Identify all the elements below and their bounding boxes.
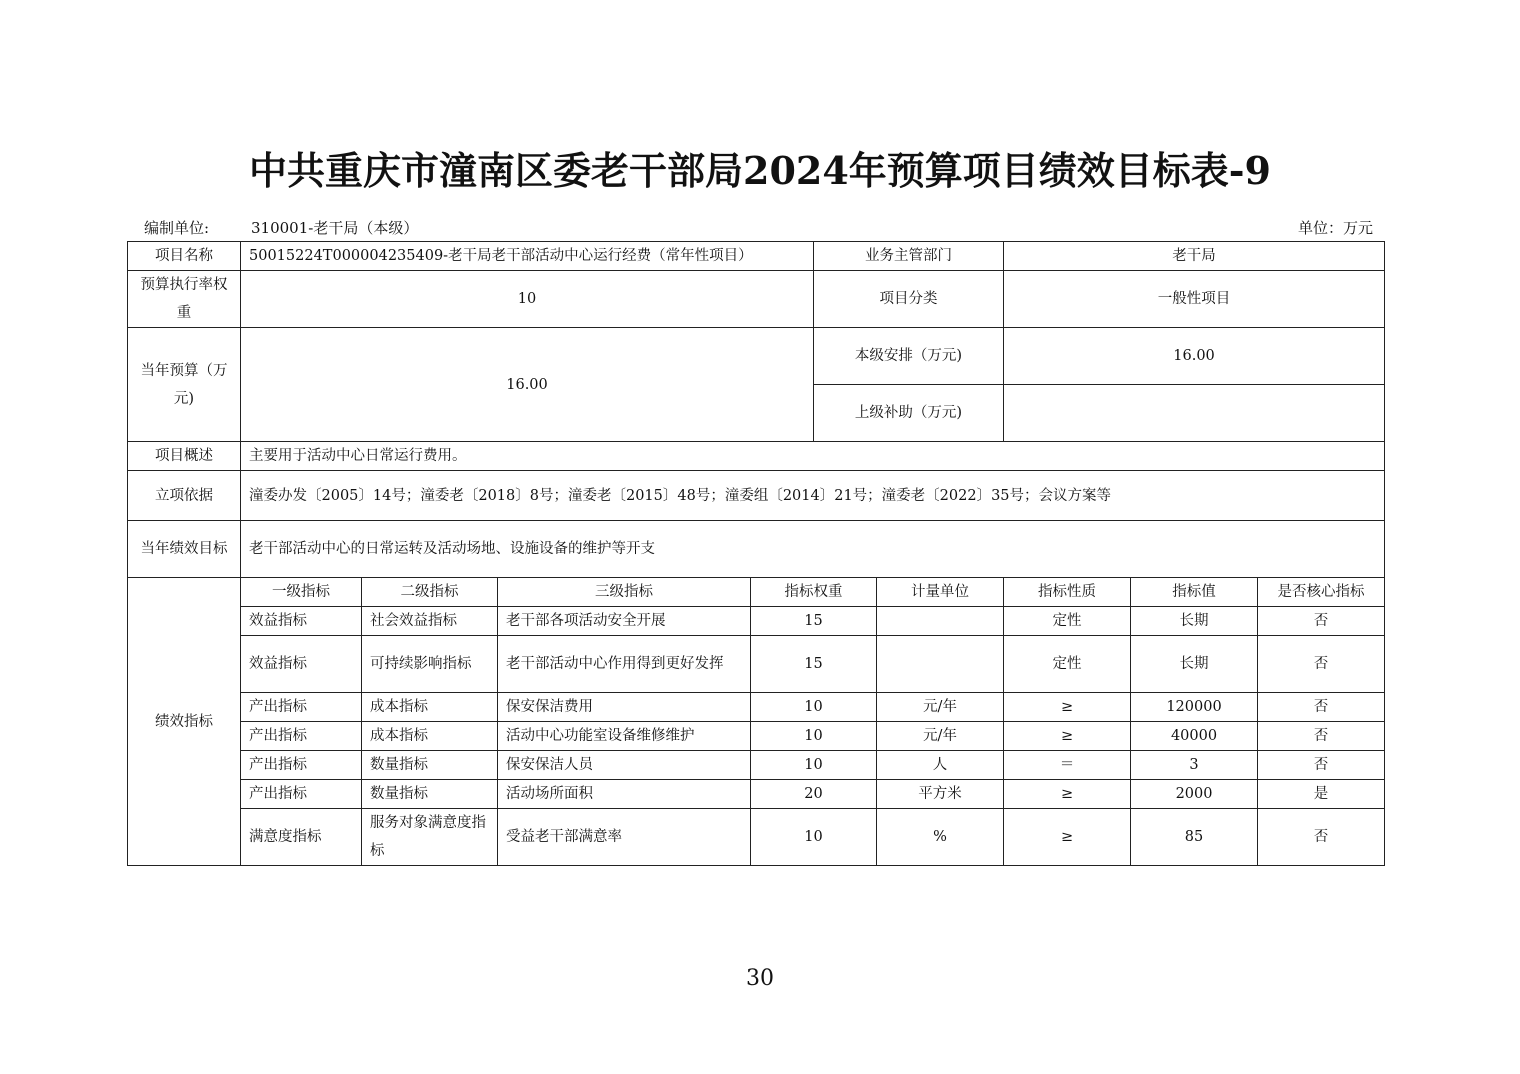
cell-value: 85 (1131, 809, 1258, 866)
basis-label: 立项依据 (128, 471, 241, 521)
performance-table (127, 241, 1385, 866)
goal-label: 当年绩效目标 (128, 521, 241, 578)
cell-core: 否 (1258, 809, 1385, 866)
cell-value: 40000 (1131, 722, 1258, 751)
table-row (128, 751, 1385, 780)
budget-label: 当年预算（万元) (128, 328, 241, 442)
cell-weight: 15 (751, 607, 877, 636)
cell-unit: 人 (877, 751, 1004, 780)
cell-level1: 满意度指标 (241, 809, 362, 866)
category-label: 项目分类 (814, 271, 1004, 328)
cell-level3: 老干部活动中心作用得到更好发挥 (498, 636, 751, 693)
cell-weight: 10 (751, 809, 877, 866)
header-value: 指标值 (1131, 578, 1258, 607)
cell-weight: 10 (751, 722, 877, 751)
cell-unit: 元/年 (877, 693, 1004, 722)
header-level3: 三级指标 (498, 578, 751, 607)
compiling-unit-value: 310001-老干局（本级） (251, 219, 419, 237)
cell-level3: 保安保洁费用 (498, 693, 751, 722)
cell-level2: 数量指标 (362, 780, 498, 809)
header-unit: 计量单位 (877, 578, 1004, 607)
cell-level3: 活动中心功能室设备维修维护 (498, 722, 751, 751)
upper-subsidy-label: 上级补助（万元) (814, 385, 1004, 442)
cell-nature: ≥ (1004, 722, 1131, 751)
overview-value: 主要用于活动中心日常运行费用。 (241, 442, 1385, 471)
project-name-value: 50015224T000004235409-老干局老干部活动中心运行经费（常年性项目） (241, 242, 814, 271)
weight-value: 10 (241, 271, 814, 328)
cell-core: 否 (1258, 722, 1385, 751)
cell-core: 是 (1258, 780, 1385, 809)
cell-level3: 受益老干部满意率 (498, 809, 751, 866)
cell-level1: 效益指标 (241, 607, 362, 636)
table-row (128, 693, 1385, 722)
cell-level1: 产出指标 (241, 722, 362, 751)
local-budget-value: 16.00 (1004, 328, 1385, 385)
header-level2: 二级指标 (362, 578, 498, 607)
table-row (128, 809, 1385, 866)
table-row (128, 636, 1385, 693)
page-number: 30 (746, 966, 774, 991)
upper-subsidy-value (1004, 385, 1385, 442)
header-nature: 指标性质 (1004, 578, 1131, 607)
cell-level1: 产出指标 (241, 751, 362, 780)
table-row (128, 780, 1385, 809)
currency-unit: 单位：万元 (1297, 219, 1373, 237)
basis-value: 潼委办发〔2005〕14号；潼委老〔2018〕8号；潼委老〔2015〕48号；潼委组〔2014〕21号；潼委老〔2022〕35号；会议方案等 (241, 471, 1385, 521)
cell-value: 3 (1131, 751, 1258, 780)
cell-nature: ≥ (1004, 693, 1131, 722)
dept-label: 业务主管部门 (814, 242, 1004, 271)
cell-level2: 数量指标 (362, 751, 498, 780)
cell-level2: 成本指标 (362, 693, 498, 722)
cell-level2: 服务对象满意度指标 (362, 809, 498, 866)
cell-core: 否 (1258, 636, 1385, 693)
cell-value: 2000 (1131, 780, 1258, 809)
header-level1: 一级指标 (241, 578, 362, 607)
category-value: 一般性项目 (1004, 271, 1385, 328)
cell-unit (877, 607, 1004, 636)
weight-label: 预算执行率权重 (128, 271, 241, 328)
goal-value: 老干部活动中心的日常运转及活动场地、设施设备的维护等开支 (241, 521, 1385, 578)
cell-value: 长期 (1131, 607, 1258, 636)
cell-nature: 定性 (1004, 636, 1131, 693)
cell-nature: ≥ (1004, 809, 1131, 866)
dept-value: 老干局 (1004, 242, 1385, 271)
cell-weight: 10 (751, 751, 877, 780)
cell-level2: 成本指标 (362, 722, 498, 751)
local-budget-label: 本级安排（万元) (814, 328, 1004, 385)
cell-weight: 15 (751, 636, 877, 693)
cell-level3: 保安保洁人员 (498, 751, 751, 780)
cell-unit (877, 636, 1004, 693)
cell-core: 否 (1258, 693, 1385, 722)
cell-level3: 活动场所面积 (498, 780, 751, 809)
cell-weight: 10 (751, 693, 877, 722)
overview-label: 项目概述 (128, 442, 241, 471)
table-row (128, 722, 1385, 751)
cell-level2: 社会效益指标 (362, 607, 498, 636)
project-name-label: 项目名称 (128, 242, 241, 271)
cell-core: 否 (1258, 751, 1385, 780)
cell-nature: ＝ (1004, 751, 1131, 780)
cell-value: 120000 (1131, 693, 1258, 722)
cell-unit: 平方米 (877, 780, 1004, 809)
table-row (128, 607, 1385, 636)
cell-level3: 老干部各项活动安全开展 (498, 607, 751, 636)
cell-level2: 可持续影响指标 (362, 636, 498, 693)
cell-level1: 产出指标 (241, 693, 362, 722)
cell-level1: 产出指标 (241, 780, 362, 809)
cell-value: 长期 (1131, 636, 1258, 693)
cell-core: 否 (1258, 607, 1385, 636)
cell-nature: ≥ (1004, 780, 1131, 809)
page-title: 中共重庆市潼南区委老干部局2024年预算项目绩效目标表-9 (249, 148, 1271, 193)
cell-nature: 定性 (1004, 607, 1131, 636)
cell-weight: 20 (751, 780, 877, 809)
cell-unit: % (877, 809, 1004, 866)
header-weight: 指标权重 (751, 578, 877, 607)
compiling-unit-label: 编制单位: (144, 219, 210, 237)
indicators-section-label: 绩效指标 (128, 578, 241, 866)
cell-level1: 效益指标 (241, 636, 362, 693)
header-core: 是否核心指标 (1258, 578, 1385, 607)
cell-unit: 元/年 (877, 722, 1004, 751)
budget-value: 16.00 (241, 328, 814, 442)
